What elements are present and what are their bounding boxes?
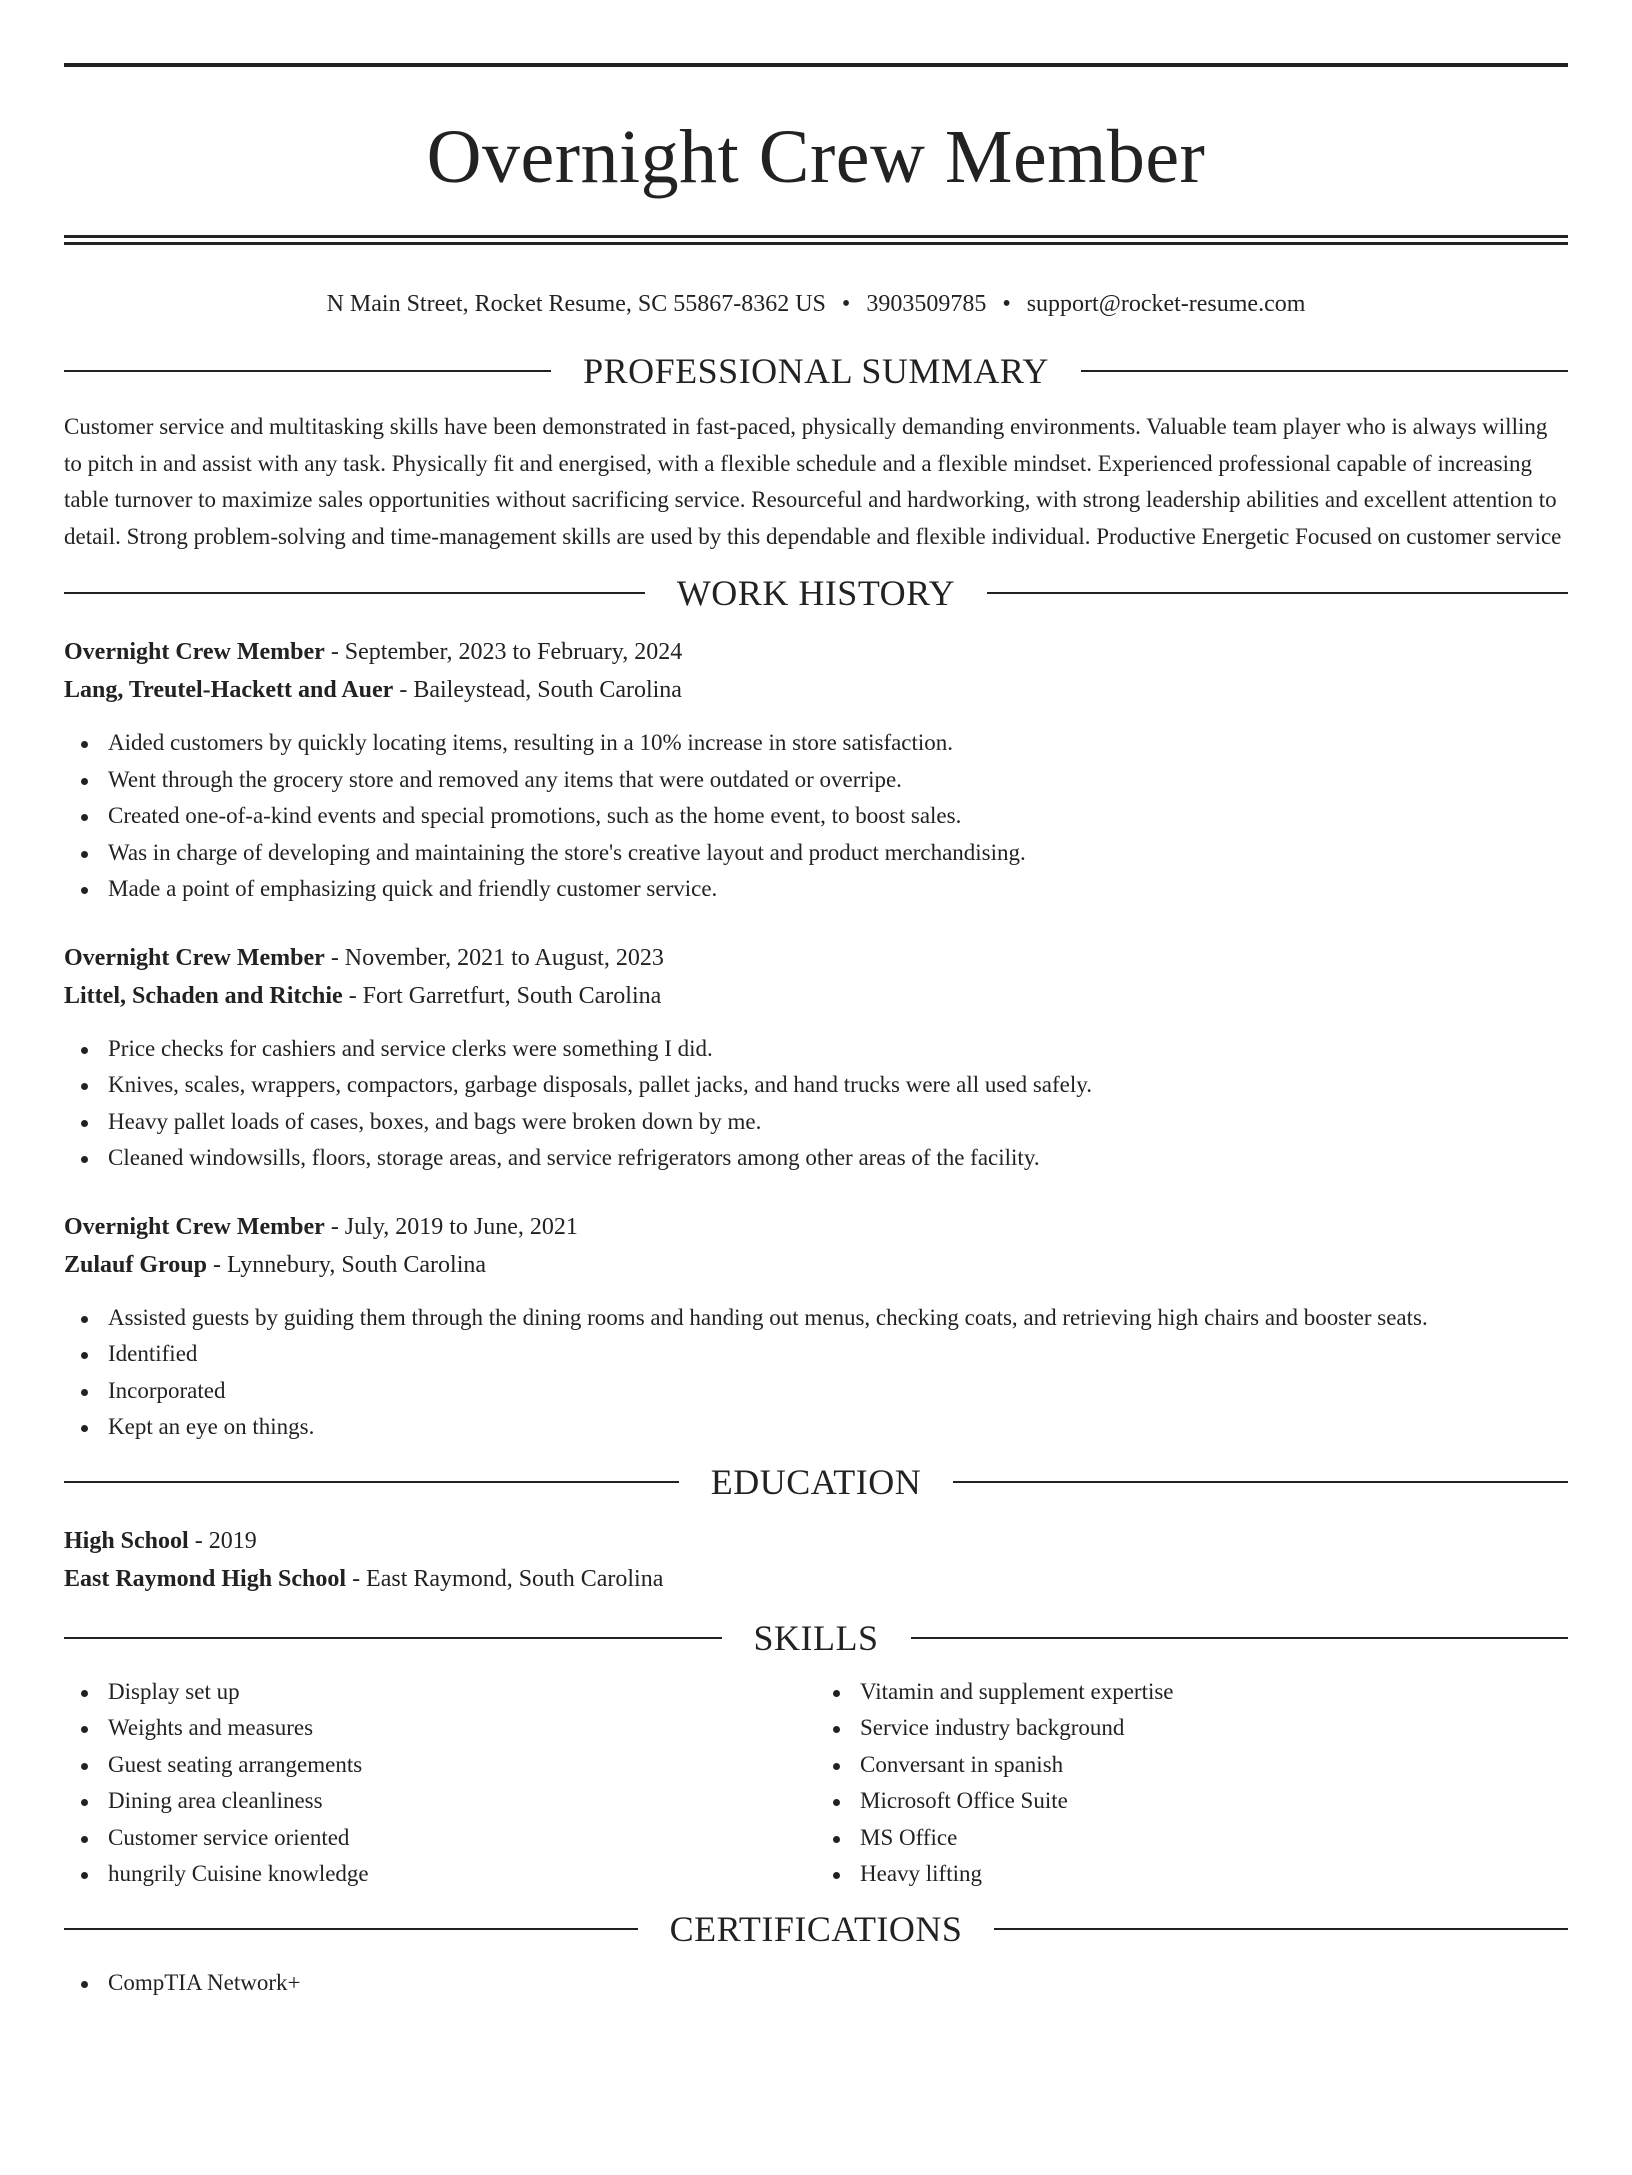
job-title: Overnight Crew Member: [64, 944, 325, 971]
certifications-list: [64, 1965, 1568, 2002]
education-degree: High School: [64, 1527, 189, 1554]
job-dates: - July, 2019 to June, 2021: [324, 1213, 578, 1240]
job-company-line: [64, 671, 1568, 709]
skill-item: Heavy lifting: [816, 1856, 1568, 1893]
section-rule: [64, 592, 645, 594]
section-rule: [64, 1637, 722, 1639]
job-entry: [64, 1208, 1568, 1446]
education-entry: [64, 1522, 1568, 1598]
job-company-line: [64, 977, 1568, 1015]
education-year: - 2019: [188, 1527, 257, 1554]
top-rule: [64, 63, 1568, 67]
list-item: Cleaned windowsills, floors, storage areas, and service refrigerators among other areas of the facility.: [64, 1140, 1568, 1177]
list-item: Price checks for cashiers and service clerks were something I did.: [64, 1031, 1568, 1068]
section-header-certifications: [64, 1907, 1568, 1951]
skill-item: hungrily Cuisine knowledge: [64, 1856, 816, 1893]
section-title: EDUCATION: [710, 1461, 922, 1502]
section-rule: [987, 592, 1568, 594]
education-school: East Raymond High School: [64, 1565, 347, 1592]
skills-column-right: [816, 1674, 1568, 1893]
skill-item: Vitamin and supplement expertise: [816, 1674, 1568, 1711]
job-company: Zulauf Group: [64, 1251, 207, 1278]
skills-grid: [64, 1674, 1568, 1893]
section-rule: [64, 1481, 679, 1483]
job-dates: - November, 2021 to August, 2023: [324, 944, 664, 971]
job-location: - Lynnebury, South Carolina: [206, 1251, 487, 1278]
skill-item: Conversant in spanish: [816, 1747, 1568, 1784]
job-company-line: [64, 1246, 1568, 1284]
job-company: Lang, Treutel-Hackett and Auer: [64, 677, 394, 703]
job-location: - Fort Garretfurt, South Carolina: [342, 982, 662, 1009]
section-rule: [911, 1637, 1569, 1639]
resume-name: Overnight Crew Member: [426, 115, 1206, 199]
section-title: CERTIFICATIONS: [669, 1908, 963, 1949]
skill-item: MS Office: [816, 1820, 1568, 1857]
contact-line: [64, 289, 1568, 319]
list-item: Kept an eye on things.: [64, 1409, 1568, 1446]
education-location: - East Raymond, South Carolina: [346, 1565, 664, 1592]
job-bullets: [64, 725, 1568, 908]
job-bullets: [64, 1300, 1568, 1446]
job-company: Littel, Schaden and Ritchie: [64, 982, 343, 1009]
double-rule: [64, 235, 1568, 245]
summary-text: Customer service and multitasking skills have been demonstrated in fast-paced, physically demanding environments. Valuable team player who is always willing to pitch in and assist with any task. Physically fit and energised, with a flexible schedule and a flexible mindset. Experienced professional capable of increasing table turnover to maximize sales opportunities without sacrificing service. Resourceful and hardworking, with strong leadership abilities and excellent attention to detail. Strong problem-solving and time-management skills are used by this dependable and flexible individual. Productive Energetic Focused on customer service: [64, 414, 1562, 549]
skill-item: Customer service oriented: [64, 1820, 816, 1857]
list-item: Incorporated: [64, 1373, 1568, 1410]
list-item: Knives, scales, wrappers, compactors, garbage disposals, pallet jacks, and hand trucks were all used safely.: [64, 1067, 1568, 1104]
job-entry: [64, 939, 1568, 1177]
list-item: Aided customers by quickly locating items, resulting in a 10% increase in store satisfaction.: [64, 725, 1568, 762]
section-title: SKILLS: [753, 1617, 879, 1658]
skill-item: Service industry background: [816, 1710, 1568, 1747]
list-item: Went through the grocery store and removed any items that were outdated or overripe.: [64, 762, 1568, 799]
contact-separator: •: [841, 291, 851, 317]
section-rule: [953, 1481, 1568, 1483]
skill-item: Guest seating arrangements: [64, 1747, 816, 1784]
job-title-line: [64, 1208, 1568, 1246]
job-dates: - September, 2023 to February, 2024: [324, 639, 683, 665]
section-rule: [994, 1928, 1568, 1930]
section-title: PROFESSIONAL SUMMARY: [583, 351, 1049, 391]
section-header-education: [64, 1460, 1568, 1504]
list-item: Made a point of emphasizing quick and friendly customer service.: [64, 871, 1568, 908]
list-item: Assisted guests by guiding them through the dining rooms and handing out menus, checking coats, and retrieving high chairs and booster seats.: [64, 1300, 1568, 1337]
job-bullets: [64, 1031, 1568, 1177]
section-rule: [1081, 370, 1568, 372]
job-location: - Baileystead, South Carolina: [393, 677, 682, 703]
section-rule: [64, 370, 551, 372]
list-item: Was in charge of developing and maintaining the store's creative layout and product merchandising.: [64, 835, 1568, 872]
education-school-line: [64, 1560, 1568, 1598]
section-header-skills: [64, 1616, 1568, 1660]
skill-item: Display set up: [64, 1674, 816, 1711]
job-title-line: [64, 633, 1568, 671]
job-title-line: [64, 939, 1568, 977]
section-title: WORK HISTORY: [676, 573, 956, 613]
certification-item: CompTIA Network+: [64, 1965, 1568, 2002]
contact-address: N Main Street, Rocket Resume, SC 55867-8362 US: [326, 291, 826, 317]
skill-item: Weights and measures: [64, 1710, 816, 1747]
list-item: Created one-of-a-kind events and special promotions, such as the home event, to boost sales.: [64, 798, 1568, 835]
skills-column-left: [64, 1674, 816, 1893]
skill-item: Dining area cleanliness: [64, 1783, 816, 1820]
section-header-summary: [64, 349, 1568, 393]
section-header-work-history: [64, 571, 1568, 615]
section-rule: [64, 1928, 638, 1930]
skill-item: Microsoft Office Suite: [816, 1783, 1568, 1820]
resume-page: [0, 63, 1632, 2175]
job-title: Overnight Crew Member: [64, 639, 325, 665]
education-degree-line: [64, 1522, 1568, 1560]
list-item: Heavy pallet loads of cases, boxes, and bags were broken down by me.: [64, 1104, 1568, 1141]
job-title: Overnight Crew Member: [64, 1213, 325, 1240]
list-item: Identified: [64, 1336, 1568, 1373]
contact-email: support@rocket-resume.com: [1026, 291, 1306, 317]
job-entry: [64, 633, 1568, 908]
contact-separator: •: [1002, 291, 1011, 317]
contact-phone: 3903509785: [866, 291, 987, 317]
